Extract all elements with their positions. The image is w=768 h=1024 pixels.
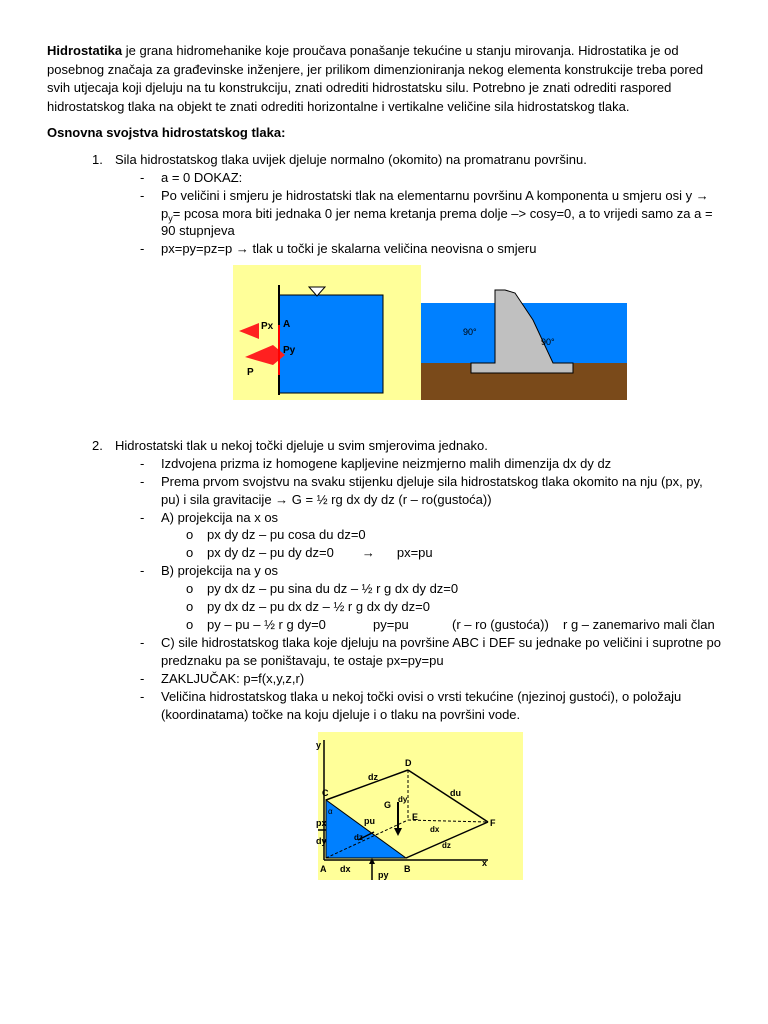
intro-paragraph <box>47 42 723 116</box>
fig2-label-alpha: α <box>328 807 333 816</box>
fig2-label-x: x <box>482 858 488 868</box>
section1-number: 1. <box>92 152 103 167</box>
s1-item-2b-text: pcosa mora biti jednaka 0 jer nema kretanja prema dolje –> cosy=0, a to vrijedi samo za a = <box>183 206 713 221</box>
section-heading: Osnovna svojstva hidrostatskog tlaka: <box>47 125 286 140</box>
arrow-icon: → <box>361 545 375 560</box>
s1-item-2c: 90 stupnjeva <box>161 223 235 238</box>
dash: - <box>140 689 145 704</box>
section2-title: Hidrostatski tlak u nekoj točki djeluje u svim smjerovima jednako. <box>115 438 488 453</box>
dash: - <box>140 170 145 185</box>
fig2-label-a: A <box>320 864 327 874</box>
section2-number: 2. <box>92 438 103 453</box>
fig2-label-dz: dz <box>368 772 378 782</box>
s2-a2 <box>207 544 433 563</box>
s2-b3-result: py=pu <box>373 617 409 632</box>
bullet-o: o <box>186 599 194 614</box>
label-p: P <box>247 367 254 378</box>
s1-item-1: a = 0 DOKAZ: <box>161 170 243 185</box>
fig2-label-dx: dx <box>340 864 351 874</box>
s2-b3-note2: r g – zanemarivo mali član <box>563 617 715 632</box>
fig2-label-e: E <box>412 812 419 822</box>
s1-item-3b: tlak u točki je skalarna veličina neovisna o smjeru <box>252 241 537 256</box>
intro-bold-term: Hidrostatika <box>47 43 123 58</box>
py-eq: = <box>172 206 184 221</box>
bullet-o: o <box>186 527 194 542</box>
py-sub: y <box>168 213 173 224</box>
s2-b1: py dx dz – pu sina du dz – ½ r g dx dy dz=0 <box>207 581 459 596</box>
fig2-label-dz-mid: dz <box>354 833 363 842</box>
label-90-right: 90° <box>541 337 555 347</box>
figure-prism <box>318 732 523 880</box>
s2-a1: px dy dz – pu cosa du dz=0 <box>207 527 366 542</box>
section1-title: Sila hidrostatskog tlaka uvijek djeluje normalno (okomito) na promatranu površinu. <box>115 152 587 167</box>
s1-item-3a: px=py=pz=p <box>161 241 233 256</box>
fig2-label-f: F <box>490 818 496 828</box>
arrow-icon: → <box>235 241 249 256</box>
label-90-left: 90° <box>463 327 477 337</box>
fig2-label-dz-right: dz <box>442 841 451 850</box>
s2-item-2b-eq: G = ½ rg dx dy dz (r – ro(gustoća)) <box>291 492 492 507</box>
py-label: p <box>161 206 169 221</box>
bullet-o: o <box>186 545 194 560</box>
s1-item-3 <box>161 240 536 259</box>
s1-item-2-text: Po veličini i smjeru je hidrostatski tlak na elementarnu površinu A komponenta u smjeru osi y <box>161 188 693 203</box>
s2-a2-result: px=pu <box>396 545 433 560</box>
fig2-label-b: B <box>404 864 411 874</box>
label-py: Py <box>283 345 296 356</box>
intro-text: je grana hidromehanike koje proučava ponašanje tekućine u stanju mirovanja. Hidrostatika je od posebnog značaja za građevinske inženjere, jer prilikom dimenzioniranja nekog elementa konstrukcije treba pored svih utjecaja koji djeluju na tu konstrukciju, znati odrediti hidrostatsku silu. Potrebno je znati odrediti raspored hidrostatskog tlaka na objekt te znati odrediti horizontalne i vertikalne veličine sila hidrostatskog tlaka. <box>47 43 704 114</box>
bullet-o: o <box>186 617 194 632</box>
arrow-icon: → <box>695 188 709 203</box>
dash: - <box>140 241 145 256</box>
dash: - <box>140 563 145 578</box>
fig2-label-px: px <box>316 818 327 828</box>
s2-a2-text: px dy dz – pu dy dz=0 <box>207 545 334 560</box>
s1-item-2b <box>161 205 713 228</box>
s2-b3: py – pu – ½ r g dy=0 <box>207 617 326 632</box>
arrow-icon: → <box>275 492 289 507</box>
s2-item-b: B) projekcija na y os <box>161 563 279 578</box>
s2-item-2b-text: pu) i sila gravitacije <box>161 492 272 507</box>
s2-item-2b <box>161 491 492 510</box>
s2-item-a: A) projekcija na x os <box>161 510 279 525</box>
fig2-label-du: du <box>450 788 461 798</box>
fig2-label-dx-mid: dx <box>430 825 440 834</box>
s2-b2: py dx dz – pu dx dz – ½ r g dx dy dz=0 <box>207 599 430 614</box>
dash: - <box>140 671 145 686</box>
water-tank <box>279 295 383 393</box>
bullet-o: o <box>186 581 194 596</box>
fig2-label-d: D <box>405 758 412 768</box>
s2-item-c2: predznaku pa se poništavaju, te ostaje px=py=pu <box>161 653 444 668</box>
s1-item-2 <box>161 187 709 206</box>
fig2-label-pu: pu <box>364 816 375 826</box>
s2-b3-note: (r – ro (gustoća)) <box>452 617 549 632</box>
dash: - <box>140 510 145 525</box>
fig2-label-dy-left: dy <box>316 836 327 846</box>
dash: - <box>140 635 145 650</box>
fig2-label-py: py <box>378 870 389 880</box>
s2-item-1: Izdvojena prizma iz homogene kapljevine neizmjerno malih dimenzija dx dy dz <box>161 456 612 471</box>
s2-item-last: Veličina hidrostatskog tlaka u nekoj točki ovisi o vrsti tekućine (njezinoj gustoći), o položaju <box>161 689 682 704</box>
s2-item-c: C) sile hidrostatskog tlaka koje djeluju na površine ABC i DEF su jednake po veličini i suprotne po <box>161 635 722 650</box>
dash: - <box>140 474 145 489</box>
s2-item-last2: (koordinatama) točke na koju djeluje i o tlaku na površini vode. <box>161 707 521 722</box>
s2-item-2: Prema prvom svojstvu na svaku stijenku djeluje sila hidrostatskog tlaka okomito na nju (px, py, <box>161 474 703 489</box>
dash: - <box>140 456 145 471</box>
s2-conclusion: ZAKLJUČAK: p=f(x,y,z,r) <box>161 671 305 686</box>
label-a: A <box>283 319 291 330</box>
figure-pressure-on-walls <box>233 265 627 400</box>
fig2-label-c: C <box>322 788 329 798</box>
label-px: Px <box>261 321 274 332</box>
fig2-label-y: y <box>316 740 322 750</box>
dash: - <box>140 188 145 203</box>
fig2-label-g: G <box>384 800 392 810</box>
fig2-label-dy: dy <box>398 795 408 804</box>
